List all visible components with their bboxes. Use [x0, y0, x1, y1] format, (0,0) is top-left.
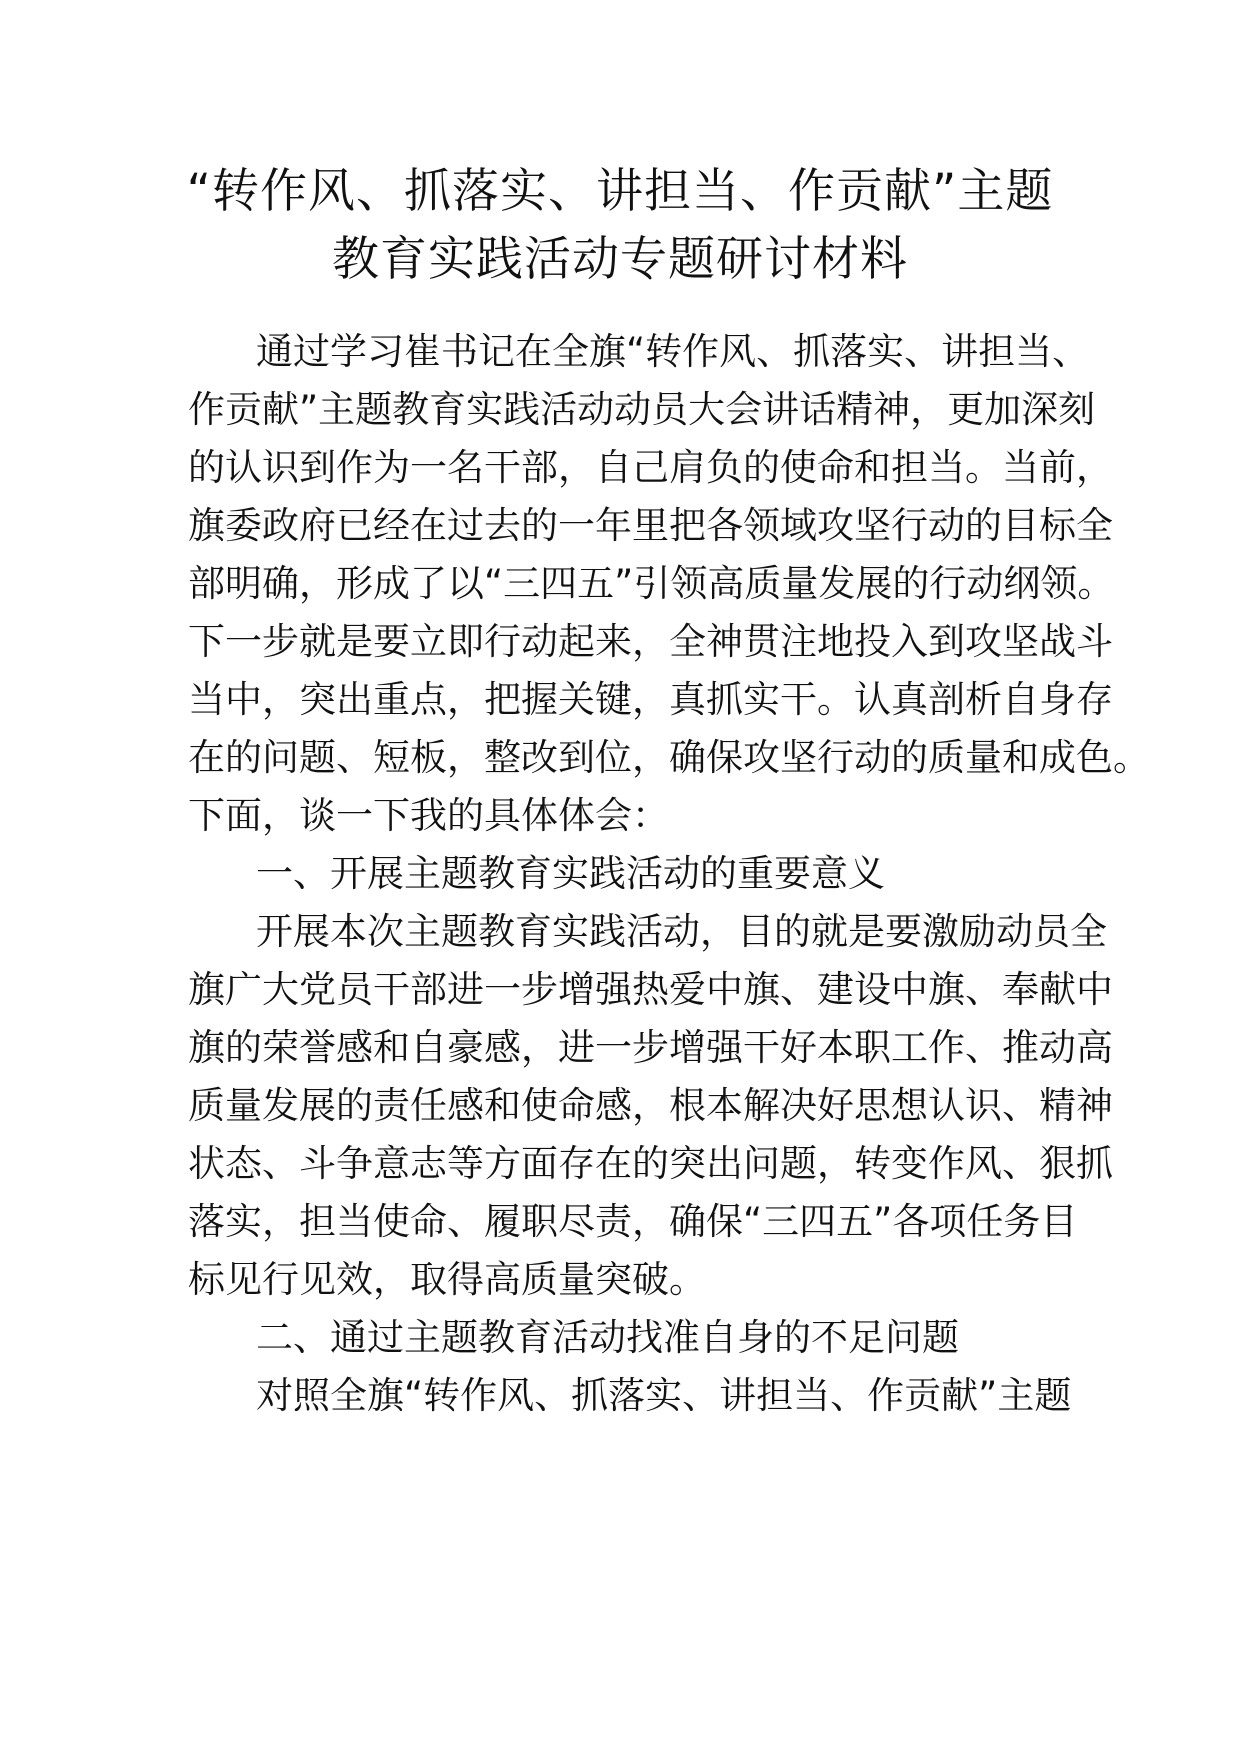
body-line: 当中，突出重点，把握关键，真抓实干。认真剖析自身存 — [188, 678, 1113, 721]
section-heading-2: 二、通过主题教育活动找准自身的不足问题 — [256, 1316, 959, 1359]
body-line: 质量发展的责任感和使命感，根本解决好思想认识、精神 — [188, 1084, 1113, 1127]
body-line: 部明确，形成了以“三四五”引领高质量发展的行动纲领。 — [188, 562, 1115, 605]
document-title — [160, 158, 1080, 294]
body-line: 下一步就是要立即行动起来，全神贯注地投入到攻坚战斗 — [188, 620, 1113, 663]
body-line: 作贡献”主题教育实践活动动员大会讲话精神，更加深刻 — [188, 388, 1096, 431]
body-line: 旗委政府已经在过去的一年里把各领域攻坚行动的目标全 — [188, 504, 1113, 547]
title-line: “转作风、抓落实、讲担当、作贡献”主题 — [186, 164, 1054, 219]
body-line: 的认识到作为一名干部，自己肩负的使命和担当。当前， — [188, 446, 1113, 489]
body-line: 下面，谈一下我的具体体会： — [188, 794, 669, 837]
body-line: 旗广大党员干部进一步增强热爱中旗、建设中旗、奉献中 — [188, 968, 1113, 1011]
title-line: 教育实践活动专题研讨材料 — [332, 232, 908, 287]
body-line: 落实，担当使命、履职尽责，确保“三四五”各项任务目 — [188, 1200, 1078, 1243]
body-line: 通过学习崔书记在全旗“转作风、抓落实、讲担当、 — [256, 330, 1090, 373]
body-line: 对照全旗“转作风、抓落实、讲担当、作贡献”主题 — [256, 1374, 1072, 1417]
body-line: 状态、斗争意志等方面存在的突出问题，转变作风、狠抓 — [188, 1142, 1113, 1185]
body-line: 旗的荣誉感和自豪感，进一步增强干好本职工作、推动高 — [188, 1026, 1113, 1069]
section-heading-1: 一、开展主题教育实践活动的重要意义 — [256, 852, 885, 895]
body-line: 在的问题、短板，整改到位，确保攻坚行动的质量和成色。 — [188, 736, 1150, 779]
body-line: 标见行见效，取得高质量突破。 — [188, 1258, 706, 1301]
body-line: 开展本次主题教育实践活动，目的就是要激励动员全 — [256, 910, 1107, 953]
